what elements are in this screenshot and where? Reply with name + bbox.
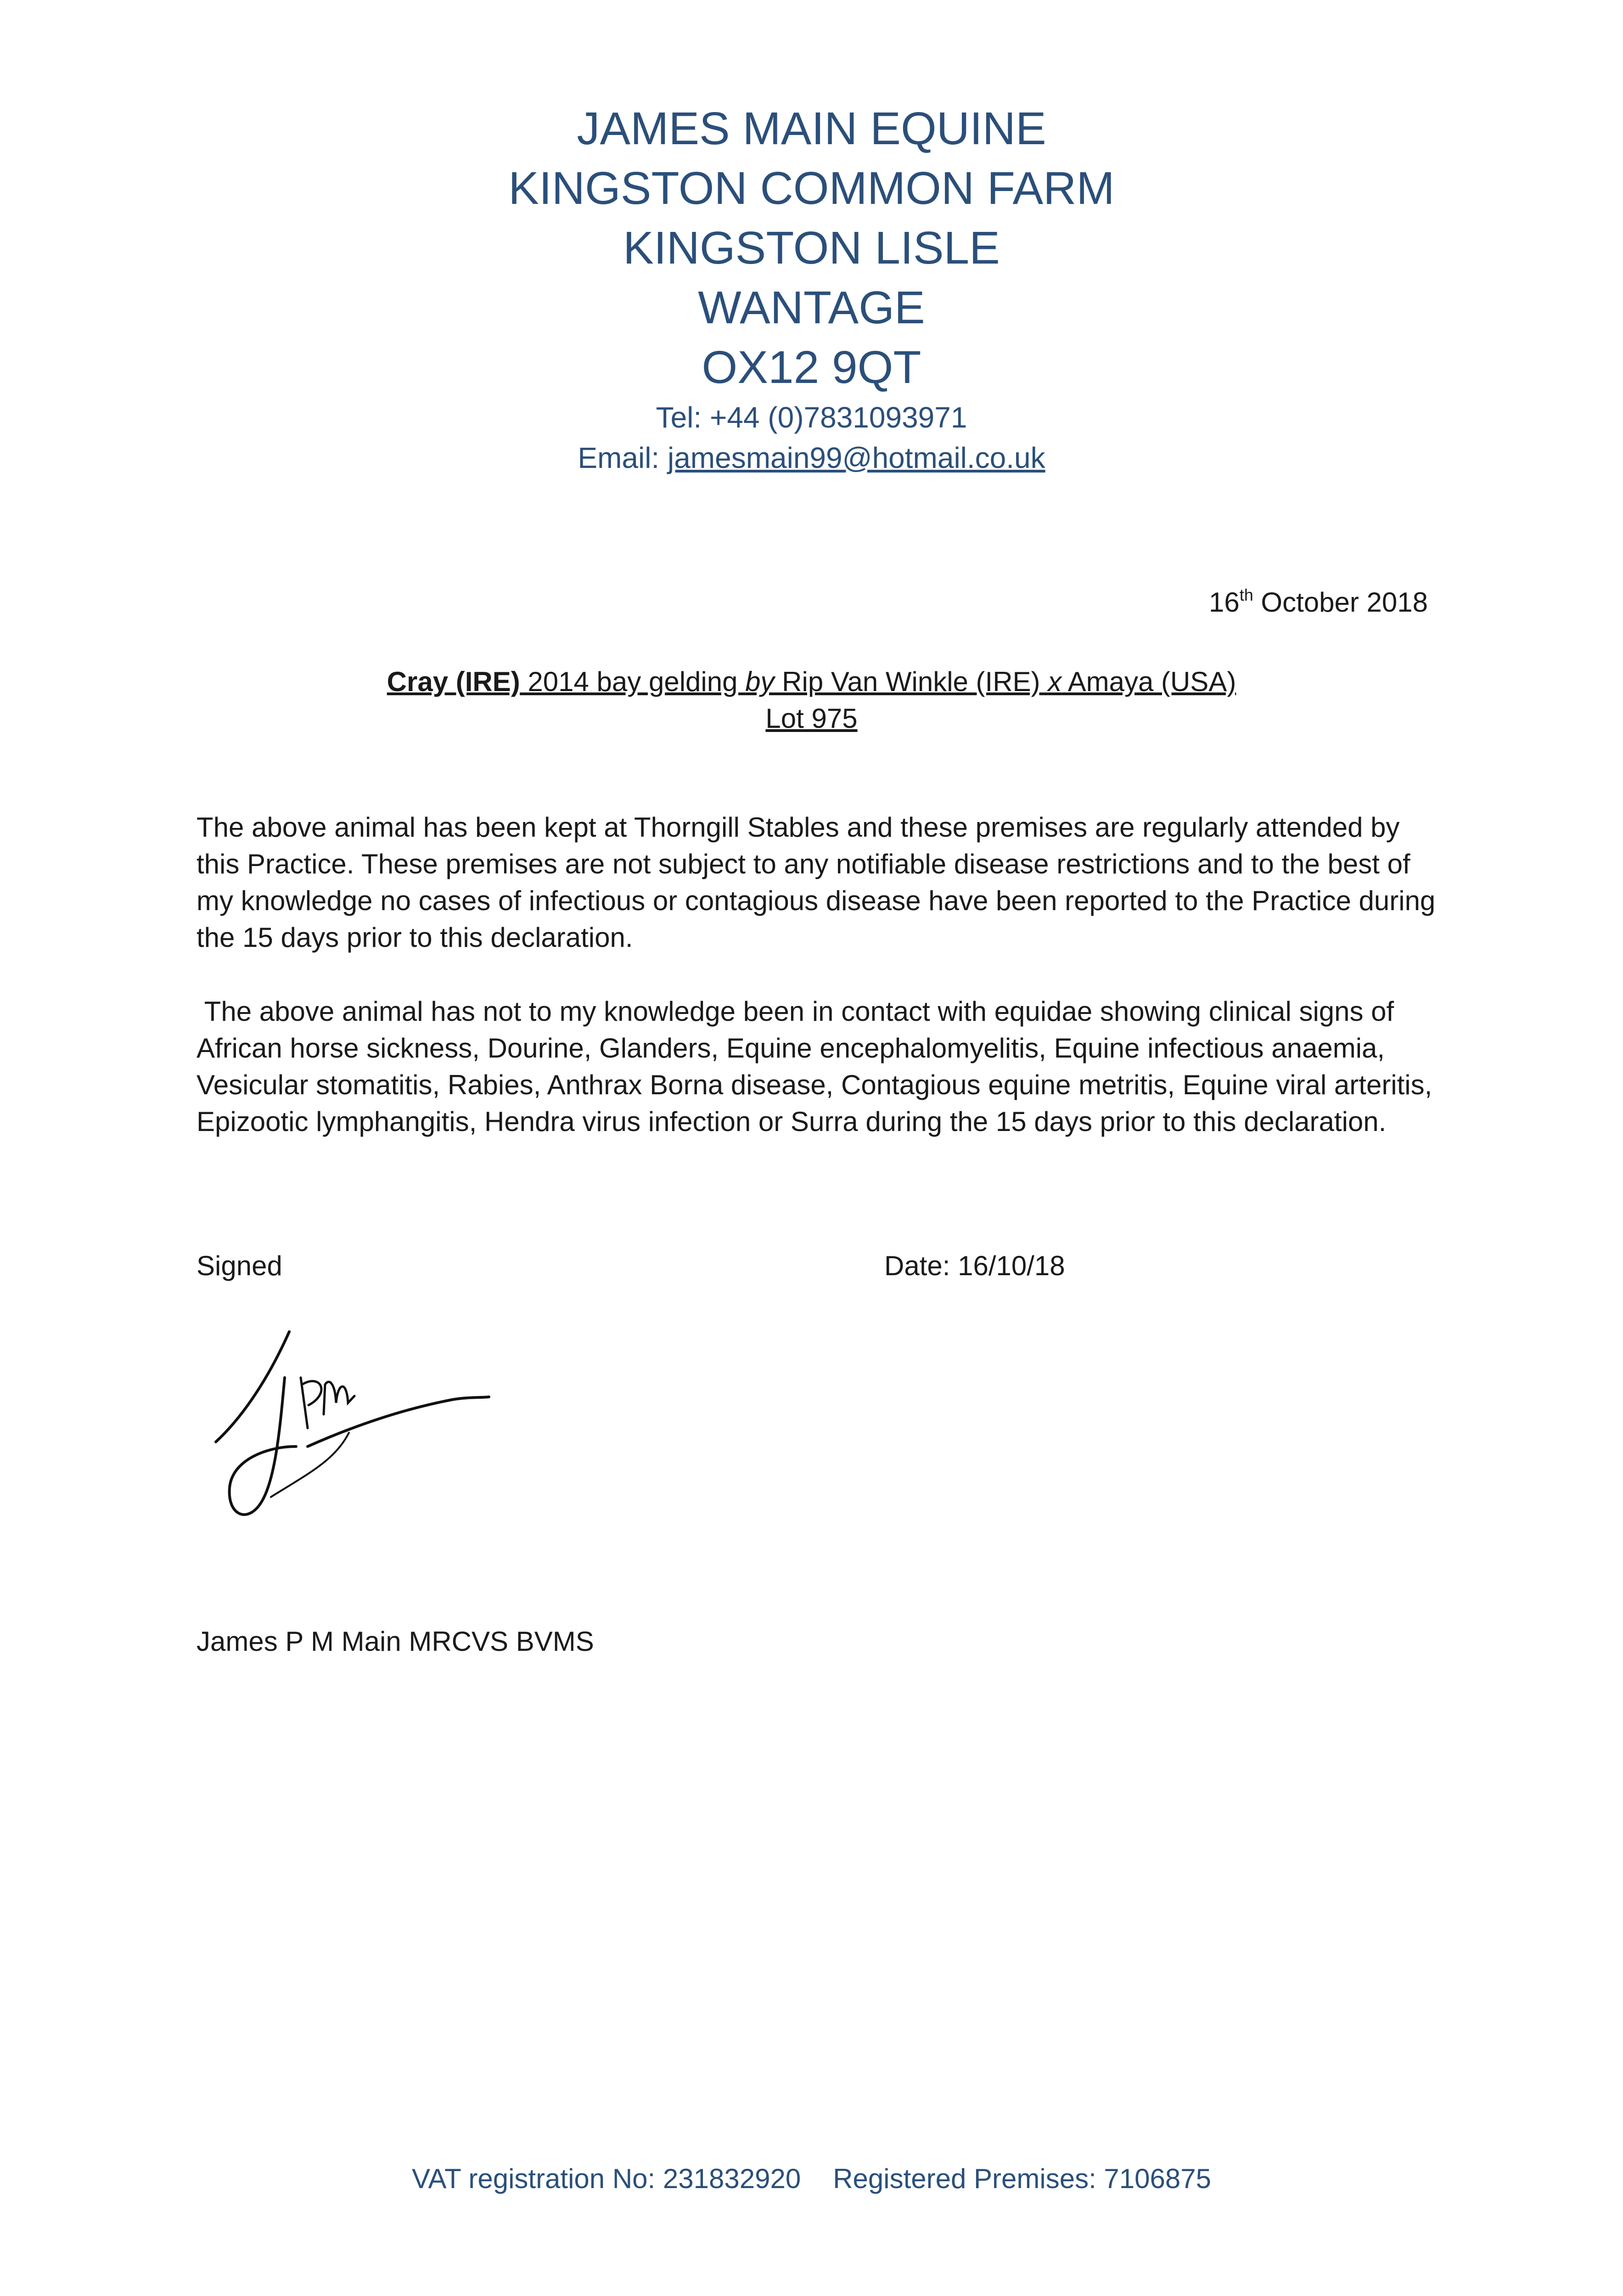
horse-description: 2014 bay gelding — [520, 666, 746, 697]
email-label: Email: — [578, 441, 668, 474]
subject-block — [0, 664, 1623, 737]
horse-name: Cray (IRE) — [387, 666, 520, 697]
signature-date: Date: 16/10/18 — [884, 1250, 1065, 1281]
letter-date — [1209, 585, 1428, 618]
dam: Amaya (USA) — [1061, 666, 1236, 697]
date-suffix: th — [1239, 585, 1253, 604]
declaration-paragraph-1: The above animal has been kept at Thorngill Stables and these premises are regularly attended by this Practice. These premises are not subject to any notifiable disease restrictions and to the best of my knowledge no cases of infectious or contagious disease have been reported to the Practice during the 15 days prior to this declaration. — [197, 812, 1436, 953]
declaration-paragraph-2 — [197, 993, 1436, 1140]
practice-name: JAMES MAIN EQUINE — [577, 103, 1046, 154]
vat-registration: VAT registration No: 231832920 — [411, 2163, 801, 2194]
signatory-name: James P M Main MRCVS BVMS — [197, 1626, 594, 1657]
date-month-year: October 2018 — [1253, 587, 1428, 618]
address-line-2: KINGSTON LISLE — [623, 222, 1000, 274]
email-line — [0, 438, 1623, 478]
horse-details — [0, 664, 1623, 700]
address-line-3: WANTAGE — [698, 282, 925, 333]
date-day: 16 — [1208, 587, 1240, 618]
address-line-1: KINGSTON COMMON FARM — [508, 163, 1115, 214]
address-postcode: OX12 9QT — [702, 342, 921, 393]
registered-premises: Registered Premises: 7106875 — [833, 2163, 1212, 2194]
letterhead — [0, 99, 1623, 478]
telephone: Tel: +44 (0)7831093971 — [656, 401, 967, 434]
email-link[interactable]: jamesmain99@hotmail.co.uk — [667, 441, 1045, 474]
declaration-paragraph-2-text: The above animal has not to my knowledge been in contact with equidae showing clinical signs of African horse sickness, Dourine, Glanders, Equine encephalomyelitis, Equine infectious anaemia, Vesicular stomatitis, Rabies, Anthrax Borna disease, Contagious equine metritis, Equine viral arteritis, Epizootic lymphangitis, Hendra virus infection or Surra during the 15 days prior to this declaration. — [197, 996, 1432, 1137]
by-word: by — [745, 666, 775, 697]
handwritten-signature — [202, 1295, 523, 1552]
lot-number: Lot 975 — [765, 703, 858, 734]
sire: Rip Van Winkle (IRE) — [774, 666, 1048, 697]
footer — [0, 2163, 1623, 2195]
signed-label: Signed — [197, 1250, 282, 1281]
cross-word: x — [1048, 666, 1062, 697]
